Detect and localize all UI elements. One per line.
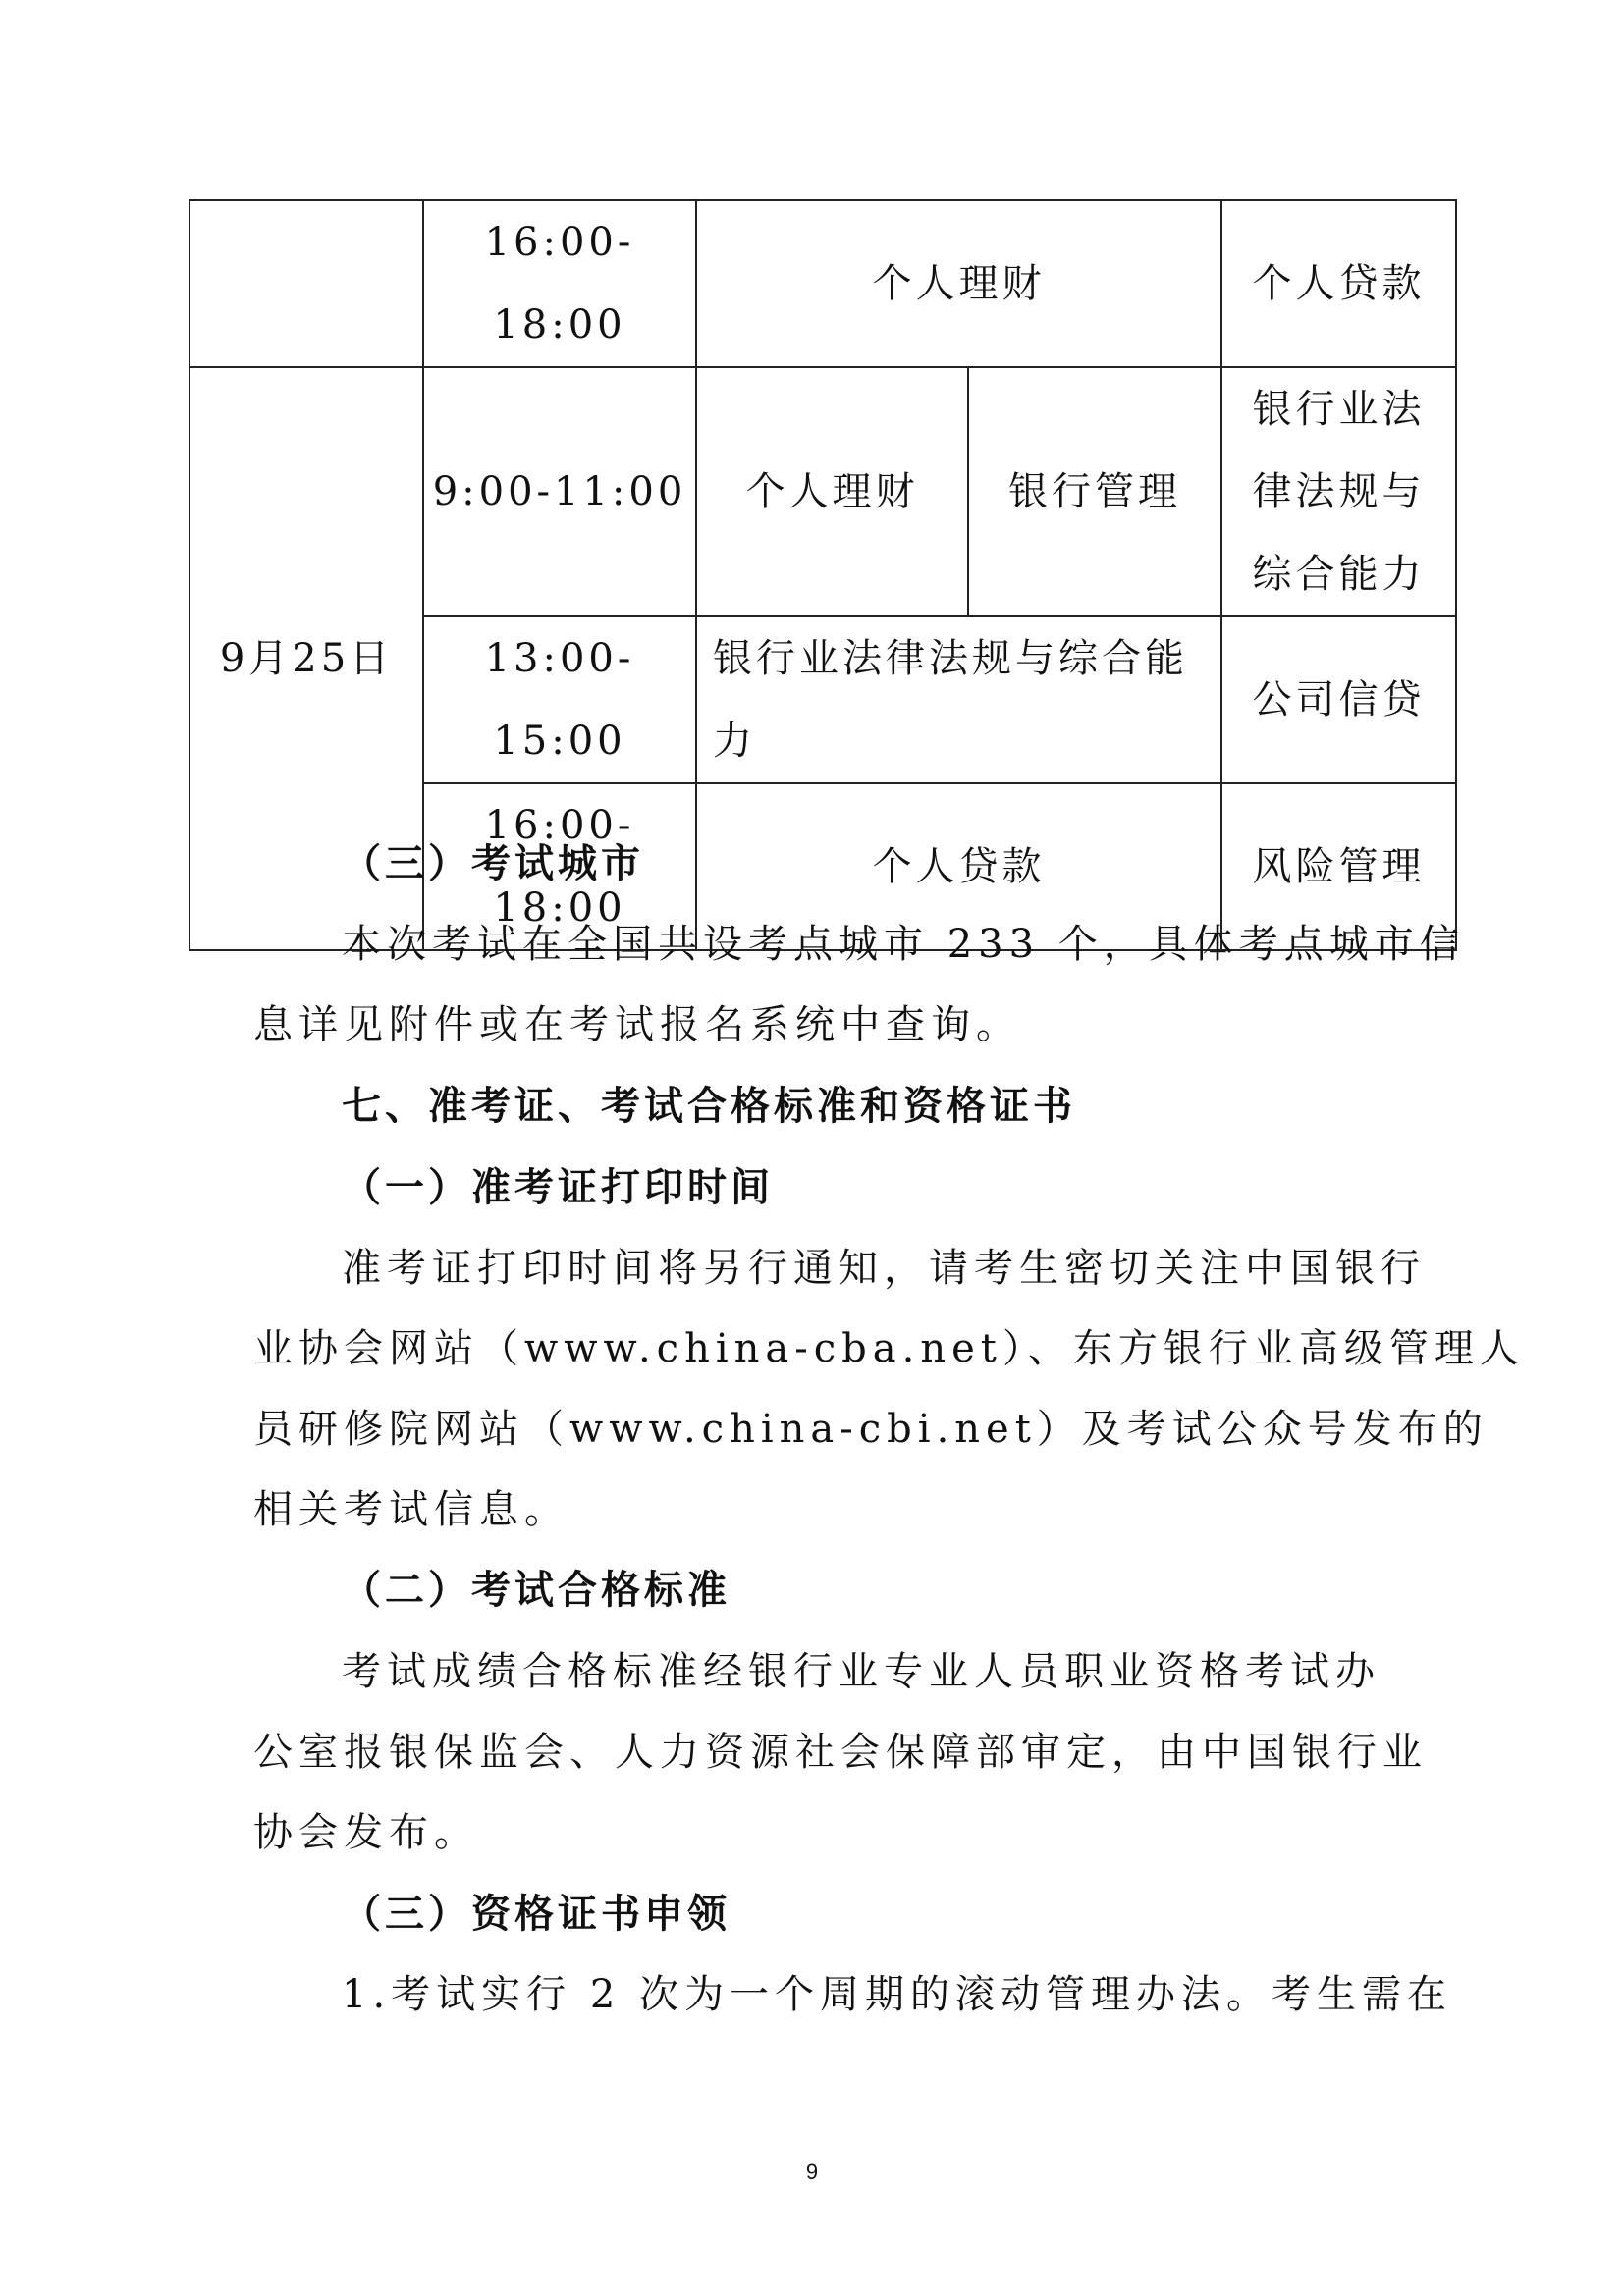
paragraph-line: 准考证打印时间将另行通知，请考生密切关注中国银行 xyxy=(342,1246,1426,1291)
subject-cell: 公司信贷 xyxy=(1221,616,1456,783)
paragraph-line: 考试成绩合格标准经银行业专业人员职业资格考试办 xyxy=(342,1649,1380,1694)
paragraph-line: 本次考试在全国共设考点城市 233 个，具体考点城市信 xyxy=(342,922,1465,967)
time-cell: 16:00-18:00 xyxy=(423,200,696,367)
table-row xyxy=(189,367,1456,616)
time-cell: 16:00-18:00 xyxy=(423,783,696,950)
paragraph-line: 公室报银保监会、人力资源社会保障部审定，由中国银行业 xyxy=(253,1730,1428,1775)
section-heading: （一）准考证打印时间 xyxy=(342,1165,774,1210)
subject-cell: 个人理财 xyxy=(696,367,968,616)
date-cell: 9月25日 xyxy=(189,367,423,950)
subject-cell: 银行管理 xyxy=(968,367,1221,616)
section-heading: （二）考试合格标准 xyxy=(342,1568,731,1613)
date-cell-empty xyxy=(189,200,423,367)
subject-cell: 个人贷款 xyxy=(1221,200,1456,367)
subject-cell: 银行业法律法规与综合能力 xyxy=(696,616,1221,783)
table-row xyxy=(189,200,1456,367)
paragraph-line: 员研修院网站（www.china-cbi.net）及考试公众号发布的 xyxy=(253,1407,1489,1452)
time-cell: 13:00-15:00 xyxy=(423,616,696,783)
time-cell: 9:00-11:00 xyxy=(423,367,696,616)
section-heading: （三）考试城市 xyxy=(342,841,644,886)
paragraph-line: 业协会网站（www.china-cba.net）、东方银行业高级管理人 xyxy=(253,1326,1525,1371)
page-number: 9 xyxy=(805,2160,819,2184)
paragraph-line: 息详见附件或在考试报名系统中查询。 xyxy=(253,1002,1021,1047)
paragraph-line: 协会发布。 xyxy=(253,1810,479,1855)
subject-cell: 个人理财 xyxy=(696,200,1221,367)
chapter-heading: 七、准考证、考试合格标准和资格证书 xyxy=(342,1084,1076,1129)
subject-cell: 银行业法律法规与综合能力 xyxy=(1221,367,1456,616)
section-heading: （三）资格证书申领 xyxy=(342,1892,731,1937)
paragraph-line: 相关考试信息。 xyxy=(253,1487,569,1532)
subject-cell: 风险管理 xyxy=(1221,783,1456,950)
paragraph-line: 1.考试实行 2 次为一个周期的滚动管理办法。考生需在 xyxy=(342,1972,1453,2017)
subject-cell: 个人贷款 xyxy=(696,783,1221,950)
